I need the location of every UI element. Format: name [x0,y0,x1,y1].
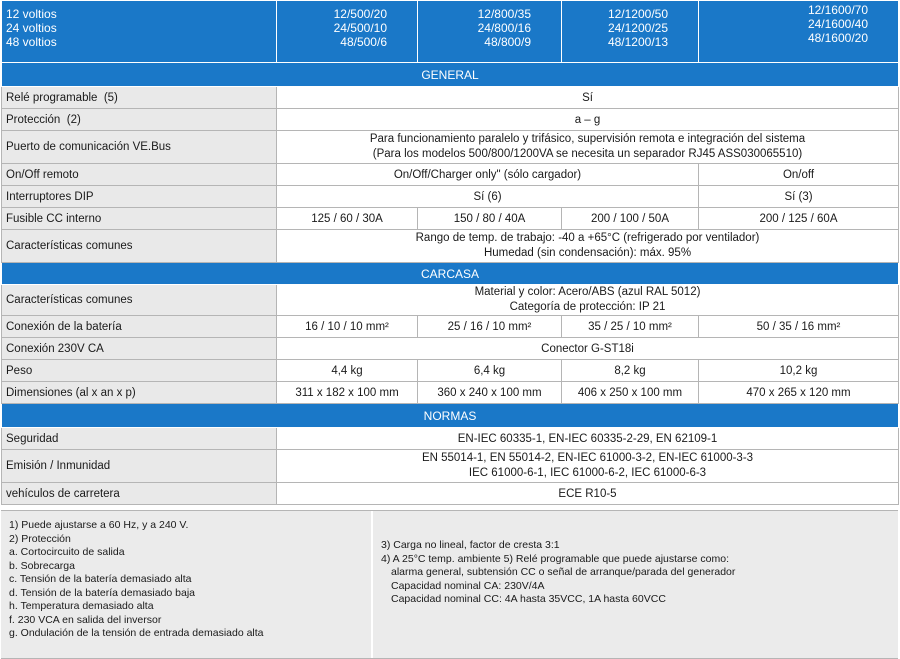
row-peso [2,360,899,382]
section-title: GENERAL [2,63,899,87]
section-carcasa [2,263,899,285]
footnote-line: alarma general, subtensión CC o señal de arranque/parada del generador [391,566,736,578]
footnote-line: 2) Protección [9,532,71,545]
model-label: 12/800/35 [477,7,531,21]
model-label: 24/500/10 [333,21,387,35]
row-value: 10,2 kg [699,360,899,382]
footnote-line: f. 230 VCA en salida del inversor [9,613,162,626]
model-label: 24/800/16 [477,21,531,35]
row-dimensiones [2,382,899,404]
row-seguridad [2,428,899,450]
row-label: vehículos de carretera [2,483,277,505]
row-value: 8,2 kg [562,360,699,382]
row-value: 6,4 kg [418,360,562,382]
row-value: 150 / 80 / 40A [418,208,562,230]
row-value: Sí [277,87,899,109]
row-fusible [2,208,899,230]
model-label: 48/1600/20 [807,31,868,45]
row-vebus [2,131,899,164]
row-value: 35 / 25 / 10 mm² [562,316,699,338]
row-dip [2,186,899,208]
footnote-ref: (2) [66,113,81,126]
header-row [2,1,899,63]
row-value: 25 / 16 / 10 mm² [418,316,562,338]
value-part: Material y color: Acero/ABS (azul RAL 5012) [474,286,701,298]
header-model-800 [418,1,562,63]
row-value: On/Off/Charger only" (sólo cargador) [277,164,699,186]
voltage-24: 24 voltios [6,21,57,35]
row-label [2,87,277,109]
label-text: Relé programable [6,91,98,104]
model-label: 12/1600/70 [807,3,868,17]
row-value: ECE R10-5 [277,483,899,505]
row-proteccion [2,109,899,131]
model-label: 48/1200/13 [607,35,668,49]
footnote-line: a. Cortocircuito de salida [9,546,125,558]
model-label: 12/1200/50 [607,7,668,21]
row-label: Características comunes [2,285,277,316]
row-value: 50 / 35 / 16 mm² [699,316,899,338]
footnotes-left [1,511,373,658]
row-value: 4,4 kg [277,360,418,382]
row-value: EN-IEC 60335-1, EN-IEC 60335-2-29, EN 62109-1 [277,428,899,450]
model-label: 24/1600/40 [807,17,868,31]
section-normas [2,404,899,428]
row-label: Conexión 230V CA [2,338,277,360]
row-rele [2,87,899,109]
row-label: Peso [2,360,277,382]
section-title: NORMAS [2,404,899,428]
row-label: Dimensiones (al x an x p) [2,382,277,404]
row-ca [2,338,899,360]
value-line: Humedad (sin condensación): máx. 95% [483,247,692,259]
row-value: 360 x 240 x 100 mm [418,382,562,404]
row-value: 16 / 10 / 10 mm² [277,316,418,338]
footnotes-right [373,511,898,658]
row-vehiculos [2,483,899,505]
value-line: (Para los modelos 500/800/1200VA se necesita un separador RJ45 ASS030065510) [372,148,803,160]
row-emision [2,450,899,483]
footnote-ref: (5) [103,91,118,104]
model-label: 48/500/6 [340,35,387,49]
footnote-line: 1) Puede ajustarse a 60 Hz, y a 240 V. [9,519,189,531]
value-line: Rango de temp. de trabajo: -40 a +65°C (refrigerado por ventilador) [415,232,760,244]
footnote-line: Capacidad nominal CC: 4A hasta 35VCC, 1A hasta 60VCC [391,593,666,605]
row-comunes-carcasa [2,285,899,316]
footnote-line: 4) A 25°C temp. ambiente 5) Relé programable que puede ajustarse como: [381,552,729,565]
model-label: 12/500/20 [333,7,387,21]
row-value: 200 / 100 / 50A [562,208,699,230]
row-label: Interruptores DIP [2,186,277,208]
footnotes [1,510,898,659]
row-value: Sí (3) [699,186,899,208]
voltage-48: 48 voltios [6,35,57,49]
row-label [2,109,277,131]
model-label: 48/800/9 [484,35,531,49]
row-comunes-general [2,230,899,263]
value-part: Categoría de protección: IP 21 [509,301,666,313]
footnote-line: d. Tensión de la batería demasiado baja [9,586,196,599]
spec-table [1,0,899,505]
row-onoff [2,164,899,186]
row-label: Puerto de comunicación VE.Bus [2,131,277,164]
model-label: 24/1200/25 [607,21,668,35]
row-value [277,450,899,483]
row-label: Seguridad [2,428,277,450]
footnote-line: c. Tensión de la batería demasiado alta [9,573,192,585]
header-voltages [2,1,277,63]
row-label: Conexión de la batería [2,316,277,338]
section-general [2,63,899,87]
row-value [277,131,899,164]
footnote-line: h. Temperatura demasiado alta [9,600,154,612]
row-label: Características comunes [2,230,277,263]
label-text: Protección [6,113,61,126]
row-value: Sí (6) [277,186,699,208]
voltage-12: 12 voltios [6,7,57,21]
value-line: EN 55014-1, EN 55014-2, EN-IEC 61000-3-2, EN-IEC 61000-3-3 [421,452,754,464]
header-model-1200 [562,1,699,63]
row-label: On/Off remoto [2,164,277,186]
header-model-1600 [699,1,899,63]
row-value: 125 / 60 / 30A [277,208,418,230]
row-value: Conector G-ST18i [277,338,899,360]
row-value: On/off [699,164,899,186]
row-label: Fusible CC interno [2,208,277,230]
footnote-line: Capacidad nominal CA: 230V/4A [391,579,545,592]
section-title: CARCASA [2,263,899,285]
row-bateria [2,316,899,338]
row-value: 200 / 125 / 60A [699,208,899,230]
row-value [277,230,899,263]
row-value: a – g [277,109,899,131]
value-line: Para funcionamiento paralelo y trifásico, supervisión remota e integración del sistema [369,133,806,145]
row-value [277,285,899,316]
value-line: IEC 61000-6-1, IEC 61000-6-2, IEC 61000-6-3 [468,467,707,479]
footnote-line: 3) Carga no lineal, factor de cresta 3:1 [381,539,560,551]
footnote-line: b. Sobrecarga [9,559,75,572]
row-value: 470 x 265 x 120 mm [699,382,899,404]
row-label: Emisión / Inmunidad [2,450,277,483]
row-value: 406 x 250 x 100 mm [562,382,699,404]
row-value: 311 x 182 x 100 mm [277,382,418,404]
header-model-500 [277,1,418,63]
footnote-line: g. Ondulación de la tensión de entrada demasiado alta [9,627,264,639]
